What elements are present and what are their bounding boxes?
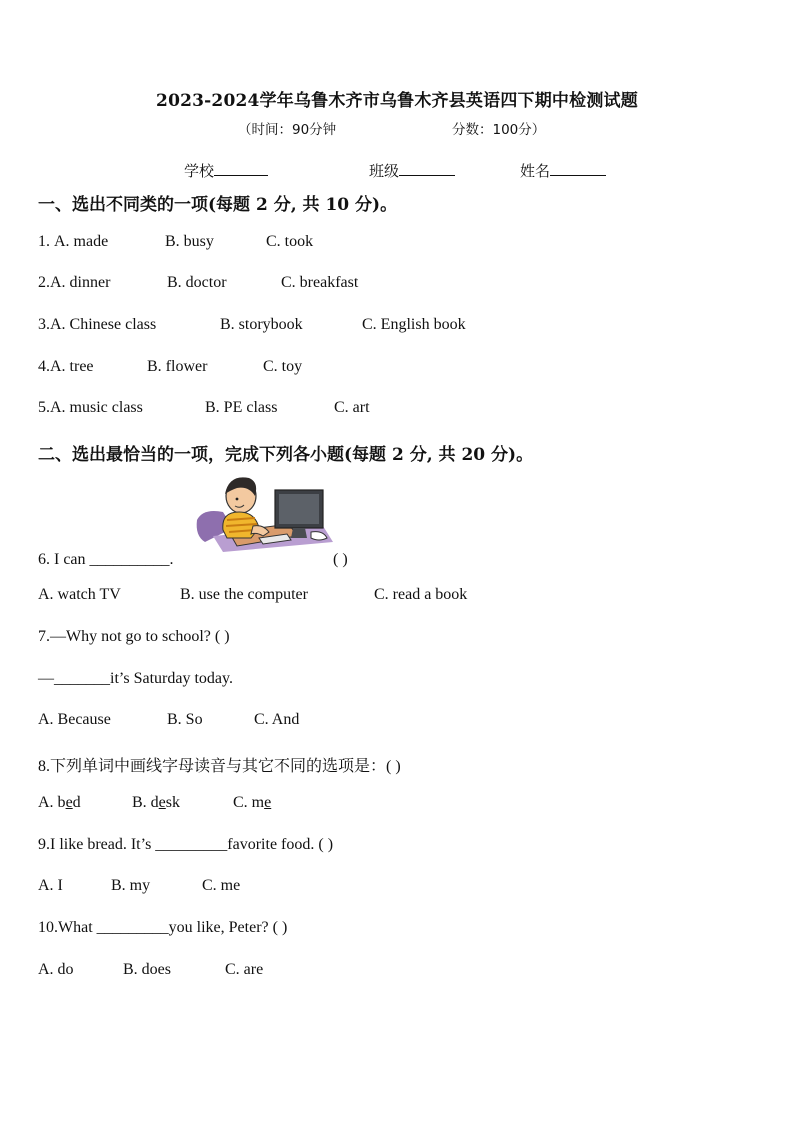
q3-option-c[interactable]: C. English book xyxy=(362,316,466,333)
q8-b-underlined: e xyxy=(158,794,166,811)
question-3 xyxy=(38,316,156,334)
q8-c-prefix: C. m xyxy=(233,794,265,811)
q8-option-b[interactable] xyxy=(132,794,180,812)
q8-a-underlined: e xyxy=(65,794,73,811)
question-1 xyxy=(38,233,108,251)
q9-option-b[interactable]: B. my xyxy=(111,877,151,894)
exam-time: （时间：90分钟 xyxy=(238,122,337,138)
q5-option-b[interactable]: B. PE class xyxy=(205,399,278,416)
q6-option-b[interactable]: B. use the computer xyxy=(180,586,308,603)
question-7-stem: 7.—Why not go to school? ( ) xyxy=(38,628,230,645)
q5-number: 5. xyxy=(38,399,50,416)
q3-option-a[interactable]: A. Chinese class xyxy=(50,316,157,333)
exam-score: 分数：100分） xyxy=(452,122,546,138)
q8-b-prefix: B. d xyxy=(132,794,159,811)
name-field xyxy=(520,160,606,181)
question-6-answer-paren[interactable]: ( ) xyxy=(333,551,348,568)
q2-option-b[interactable]: B. doctor xyxy=(167,274,227,291)
q1-option-a[interactable]: A. made xyxy=(54,233,109,250)
q4-number: 4. xyxy=(38,358,50,375)
class-blank[interactable] xyxy=(399,161,455,176)
q9-option-a[interactable]: A. I xyxy=(38,877,63,894)
q10-option-b[interactable]: B. does xyxy=(123,961,171,978)
q1-option-b[interactable]: B. busy xyxy=(165,233,214,250)
q6-option-c[interactable]: C. read a book xyxy=(374,586,468,603)
q3-option-b[interactable]: B. storybook xyxy=(220,316,303,333)
q5-option-c[interactable]: C. art xyxy=(334,399,370,416)
page-title: 2023-2024学年乌鲁木齐市乌鲁木齐县英语四下期中检测试题 xyxy=(156,91,638,111)
q4-option-b[interactable]: B. flower xyxy=(147,358,208,375)
school-field xyxy=(184,160,268,181)
q2-number: 2. xyxy=(38,274,50,291)
q3-number: 3. xyxy=(38,316,50,333)
question-7-line2: —_______it’s Saturday today. xyxy=(38,670,233,687)
monitor-screen xyxy=(279,494,319,524)
question-8-stem: 8.下列单词中画线字母读音与其它不同的选项是：( ) xyxy=(38,758,401,775)
q6-option-a[interactable]: A. watch TV xyxy=(38,586,121,603)
q7-option-c[interactable]: C. And xyxy=(254,711,300,728)
question-4 xyxy=(38,358,94,376)
q4-option-a[interactable]: A. tree xyxy=(50,358,94,375)
q9-option-c[interactable]: C. me xyxy=(202,877,241,894)
q5-option-a[interactable]: A. music class xyxy=(50,399,143,416)
q7-option-b[interactable]: B. So xyxy=(167,711,203,728)
section1-heading: 一、选出不同类的一项(每题 2 分, 共 10 分)。 xyxy=(38,195,398,215)
q4-option-c[interactable]: C. toy xyxy=(263,358,303,375)
question-2 xyxy=(38,274,110,292)
monitor-stand xyxy=(291,528,307,538)
boy-eye xyxy=(236,498,239,501)
q8-option-c[interactable] xyxy=(233,794,271,812)
q1-number: 1. xyxy=(38,233,54,250)
q10-option-c[interactable]: C. are xyxy=(225,961,264,978)
name-blank[interactable] xyxy=(550,161,606,176)
boy-computer-illustration xyxy=(193,472,343,554)
q8-a-prefix: A. b xyxy=(38,794,66,811)
school-label: 学校 xyxy=(184,162,215,180)
name-label: 姓名 xyxy=(520,162,551,180)
q10-option-a[interactable]: A. do xyxy=(38,961,74,978)
school-blank[interactable] xyxy=(214,161,268,176)
class-field xyxy=(369,160,455,181)
q8-a-suffix: d xyxy=(72,794,81,811)
q8-c-underlined: e xyxy=(264,794,272,811)
section2-heading: 二、选出最恰当的一项，完成下列各小题(每题 2 分, 共 20 分)。 xyxy=(38,445,534,465)
q8-option-a[interactable] xyxy=(38,794,81,812)
question-10-stem: 10.What _________you like, Peter? ( ) xyxy=(38,919,288,936)
question-9-stem: 9.I like bread. It’s _________favorite food. ( ) xyxy=(38,836,334,853)
question-5 xyxy=(38,399,143,417)
q2-option-c[interactable]: C. breakfast xyxy=(281,274,359,291)
q7-option-a[interactable]: A. Because xyxy=(38,711,111,728)
q8-b-suffix: sk xyxy=(165,794,181,811)
class-label: 班级 xyxy=(369,162,400,180)
q1-option-c[interactable]: C. took xyxy=(266,233,314,250)
q2-option-a[interactable]: A. dinner xyxy=(50,274,111,291)
question-6-stem: 6. I can __________. xyxy=(38,551,174,568)
